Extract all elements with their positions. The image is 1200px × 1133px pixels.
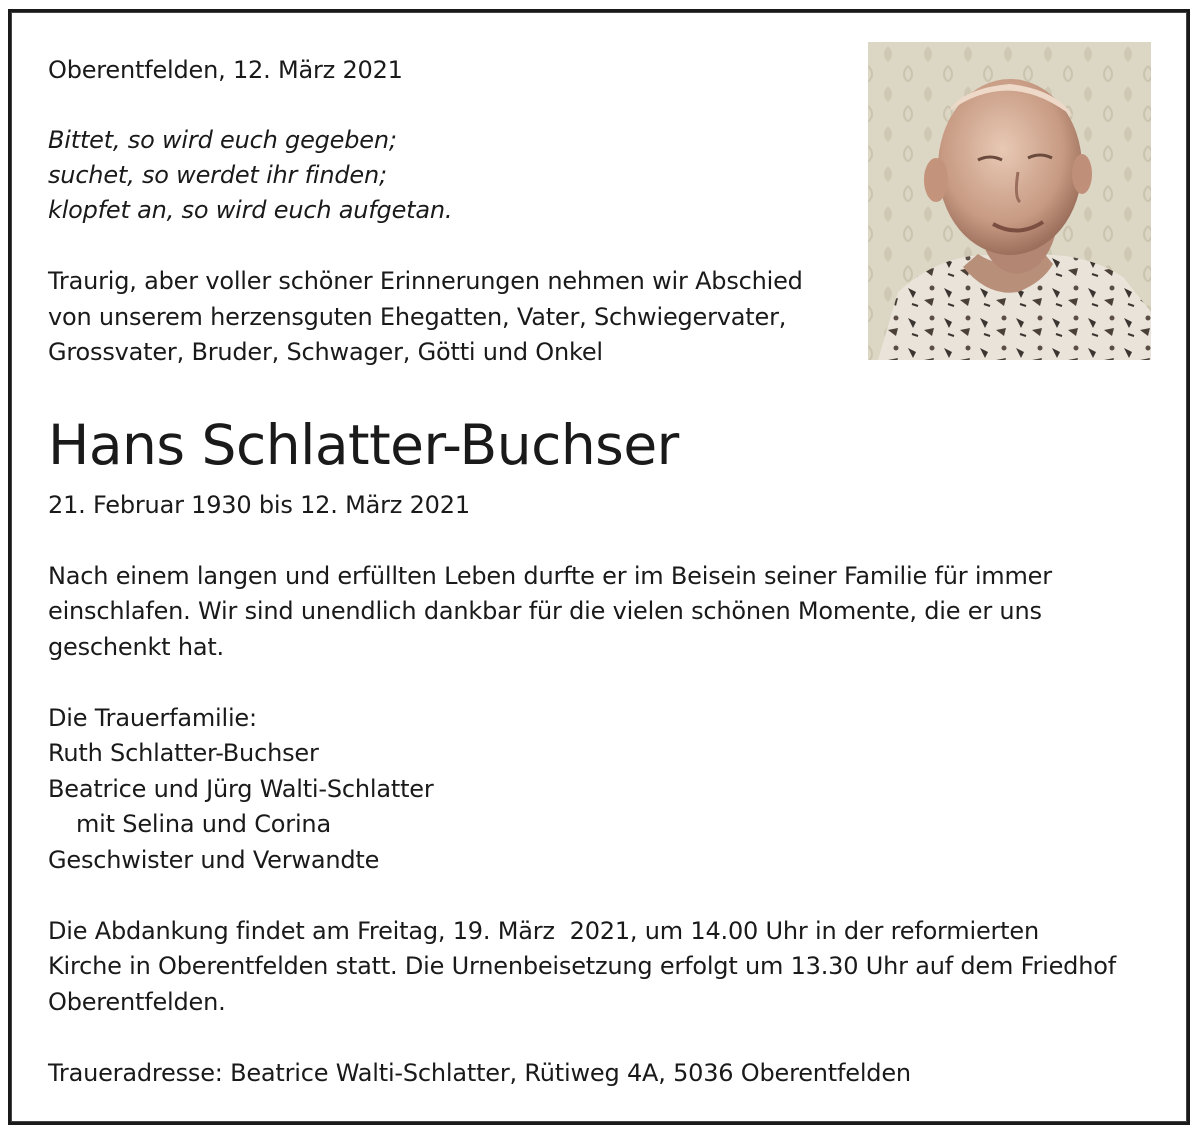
message-line: Nach einem langen und erfüllten Leben durfte er im Beisein seiner Familie für immer xyxy=(48,562,1052,590)
mourning-address: Traueradresse: Beatrice Walti-Schlatter, Rütiweg 4A, 5036 Oberentfelden xyxy=(48,1059,911,1087)
family-others: Geschwister und Verwandte xyxy=(48,846,380,874)
message-line: geschenkt hat. xyxy=(48,633,224,661)
life-dates: 21. Februar 1930 bis 12. März 2021 xyxy=(48,491,470,519)
message-line: einschlafen. Wir sind unendlich dankbar für die vielen schönen Momente, die er uns xyxy=(48,597,1042,625)
deceased-name: Hans Schlatter-Buchser xyxy=(48,413,679,477)
portrait-image xyxy=(868,42,1151,360)
family-member: Ruth Schlatter-Buchser xyxy=(48,739,319,767)
ceremony-line: Oberentfelden. xyxy=(48,988,226,1016)
family-member: Beatrice und Jürg Walti-Schlatter xyxy=(48,775,434,803)
portrait-photo xyxy=(868,42,1151,360)
intro-line: von unserem herzensguten Ehegatten, Vater, Schwiegervater, xyxy=(48,303,787,331)
intro-line: Grossvater, Bruder, Schwager, Götti und Onkel xyxy=(48,338,603,366)
ceremony-line: Die Abdankung findet am Freitag, 19. März 2021, um 14.00 Uhr in der reformierten xyxy=(48,917,1039,945)
place-date: Oberentfelden, 12. März 2021 xyxy=(48,56,403,84)
verse-line: Bittet, so wird euch gegeben; xyxy=(48,126,397,154)
ceremony-line: Kirche in Oberentfelden statt. Die Urnenbeisetzung erfolgt um 13.30 Uhr auf dem Friedhof xyxy=(48,952,1116,980)
verse-line: klopfet an, so wird euch aufgetan. xyxy=(48,196,453,224)
family-sub-member: mit Selina und Corina xyxy=(76,810,331,838)
family-heading: Die Trauerfamilie: xyxy=(48,704,257,732)
verse-line: suchet, so werdet ihr finden; xyxy=(48,161,387,189)
intro-line: Traurig, aber voller schöner Erinnerungen nehmen wir Abschied xyxy=(48,267,803,295)
